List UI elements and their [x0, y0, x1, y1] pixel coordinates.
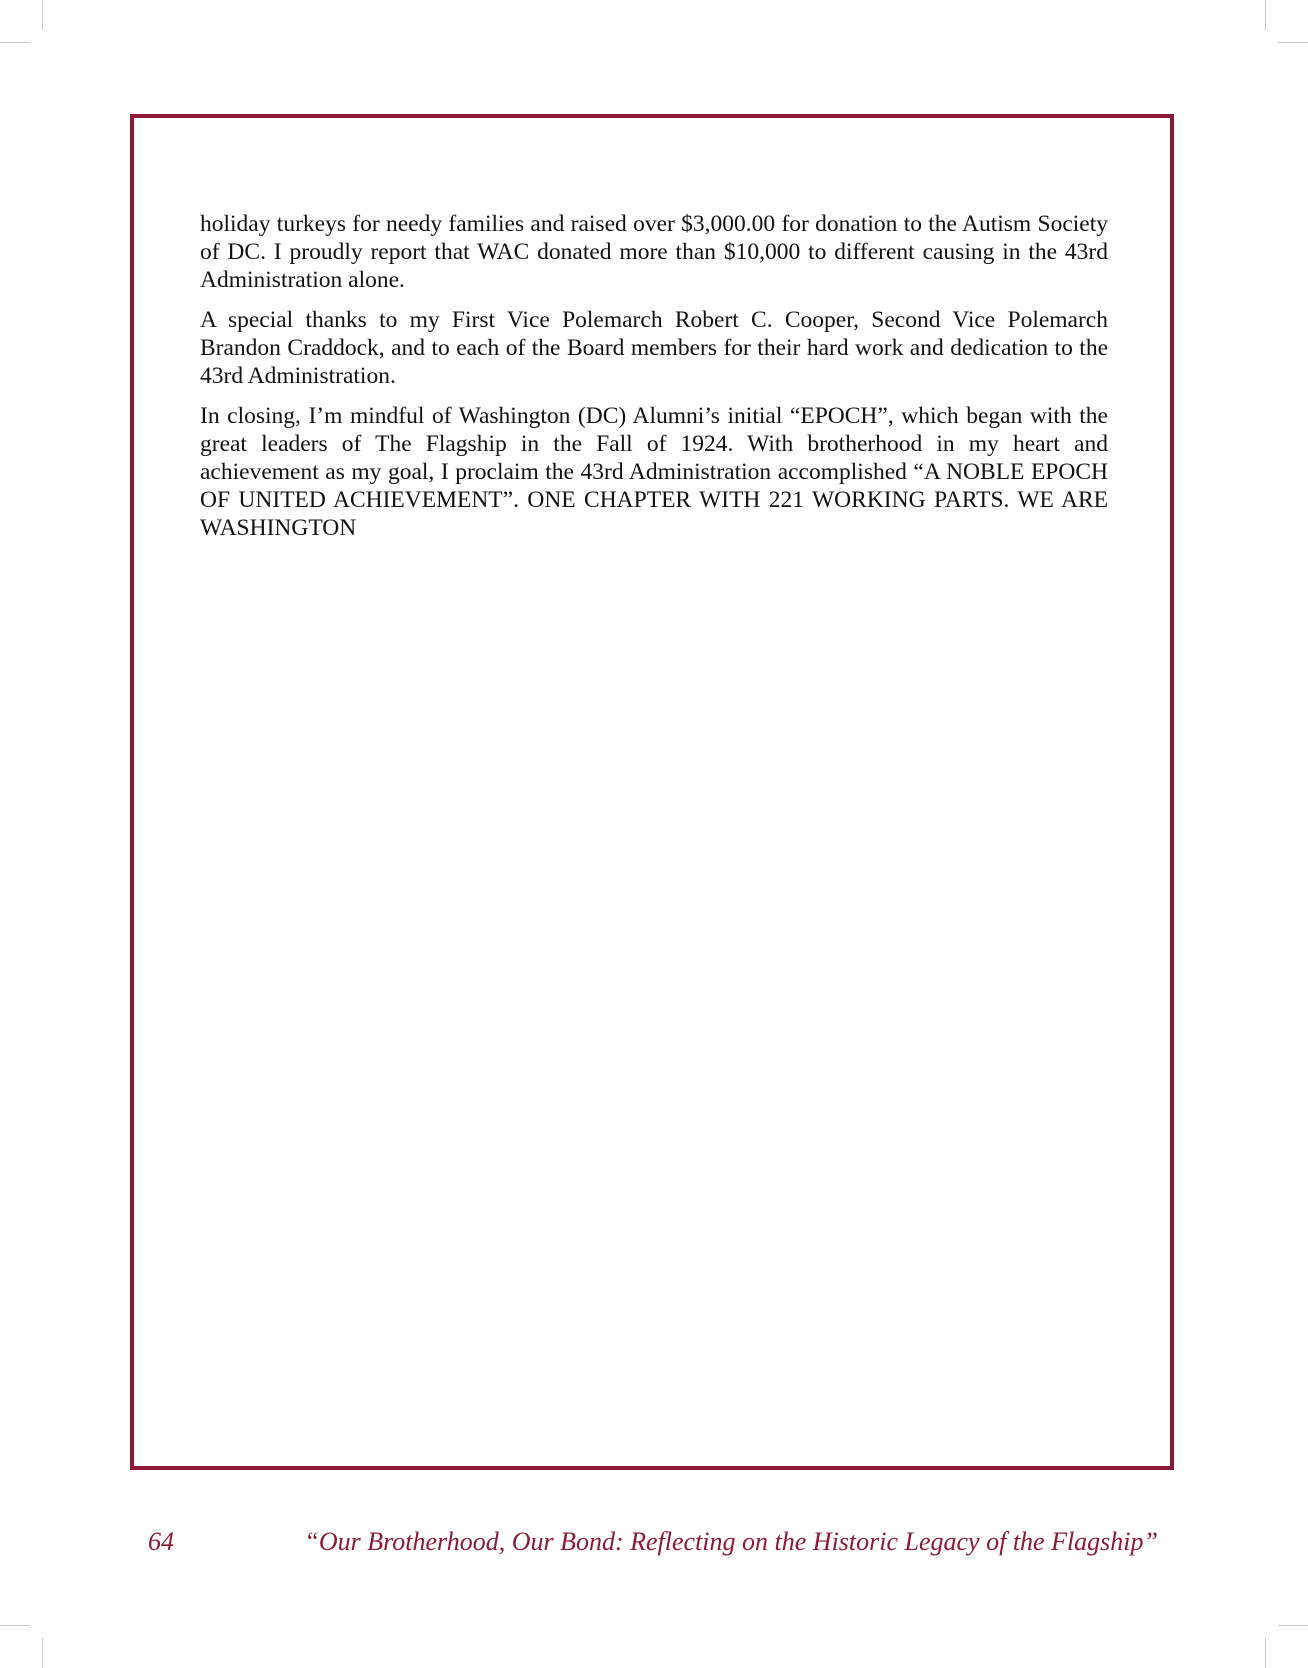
- crop-mark-bottom-left-vertical: [42, 1638, 43, 1668]
- crop-mark-bottom-left-horizontal: [0, 1625, 30, 1626]
- crop-mark-bottom-right-horizontal: [1278, 1625, 1308, 1626]
- crop-mark-top-left-horizontal: [0, 42, 30, 43]
- running-title: “Our Brotherhood, Our Bond: Reflecting on the Historic Legacy of the Flagship”: [304, 1527, 1158, 1556]
- crop-mark-bottom-right-vertical: [1265, 1638, 1266, 1668]
- crop-mark-top-right-horizontal: [1278, 42, 1308, 43]
- paragraph-thanks: A special thanks to my First Vice Polemarch Robert C. Cooper, Second Vice Polemarch Brandon Craddock, and to each of the Board members for their hard work and dedication to the 43rd Administration.: [200, 307, 1108, 389]
- paragraph-donations: holiday turkeys for needy families and raised over $3,000.00 for donation to the Autism Society of DC. I proudly report that WAC donated more than $10,000 to different causing in the 43rd Administration alone.: [200, 211, 1108, 293]
- crop-mark-top-right-vertical: [1265, 0, 1266, 30]
- page-number: 64: [148, 1527, 174, 1556]
- crop-mark-top-left-vertical: [42, 0, 43, 30]
- body-text: [200, 210, 1108, 554]
- paragraph-closing: In closing, I’m mindful of Washington (DC) Alumni’s initial “EPOCH”, which began with the great leaders of The Flagship in the Fall of 1924. With brotherhood in my heart and achievement as my goal, I proclaim the 43rd Administration accomplished “A NOBLE EPOCH OF UNITED ACHIEVEMENT”. ONE CHAPTER WITH 221 WORKING PARTS. WE ARE WASHINGTON: [200, 403, 1108, 541]
